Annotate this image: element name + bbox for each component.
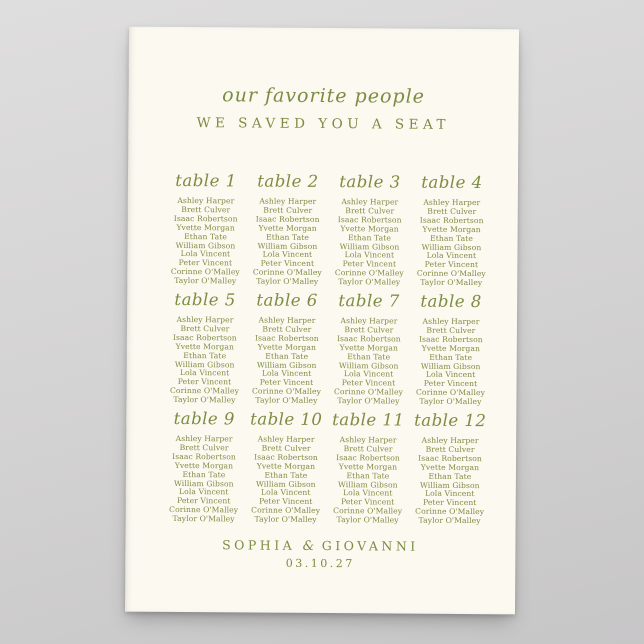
guest-name: William Gibson bbox=[174, 359, 235, 369]
guest-name: Taylor O'Malley bbox=[256, 276, 319, 287]
guest-name: Ethan Tate bbox=[266, 232, 310, 242]
guest-list bbox=[327, 436, 410, 526]
guest-name: Peter Vincent bbox=[342, 259, 397, 269]
guest-name: Ethan Tate bbox=[183, 350, 227, 360]
table-group bbox=[163, 409, 246, 525]
guest-list bbox=[327, 317, 410, 407]
guest-name: Peter Vincent bbox=[178, 258, 233, 268]
guest-name: Taylor O'Malley bbox=[254, 514, 317, 525]
guest-name: Corinne O'Malley bbox=[333, 506, 403, 516]
guest-name: Brett Culver bbox=[179, 442, 229, 453]
guest-name: Corinne O'Malley bbox=[252, 267, 322, 278]
table-group bbox=[410, 173, 493, 289]
table-group bbox=[245, 290, 328, 406]
event-date: 03.10.27 bbox=[285, 556, 355, 571]
seating-chart-poster bbox=[125, 27, 519, 615]
table-label: table 8 bbox=[420, 291, 482, 312]
guest-name: Ashley Harper bbox=[341, 197, 399, 207]
guest-name: Corinne O'Malley bbox=[251, 386, 322, 397]
guest-name: Brett Culver bbox=[263, 205, 313, 215]
guest-name: Isaac Robertson bbox=[337, 214, 402, 225]
guest-name: Yvette Morgan bbox=[338, 461, 398, 472]
tagline-script: our favorite people bbox=[222, 84, 426, 108]
guest-name: Ethan Tate bbox=[348, 232, 392, 243]
guest-name: Ashley Harper bbox=[423, 197, 481, 208]
guest-name: Ethan Tate bbox=[182, 469, 226, 479]
guest-name: Peter Vincent bbox=[341, 378, 396, 388]
guest-name: Isaac Robertson bbox=[418, 334, 483, 344]
guest-name: Ethan Tate bbox=[430, 233, 474, 243]
guest-name: Taylor O'Malley bbox=[336, 515, 399, 525]
guest-name: Peter Vincent bbox=[260, 258, 315, 269]
guest-name: Taylor O'Malley bbox=[337, 396, 400, 406]
guest-name: Taylor O'Malley bbox=[172, 514, 235, 524]
guest-name: Yvette Morgan bbox=[422, 224, 481, 234]
couple-names bbox=[222, 537, 419, 555]
guest-name: Yvette Morgan bbox=[174, 460, 234, 471]
guest-name: Ashley Harper bbox=[339, 435, 397, 445]
guest-name: Corinne O'Malley bbox=[251, 505, 321, 516]
guest-name: Lola Vincent bbox=[261, 369, 312, 379]
guest-list bbox=[409, 437, 492, 527]
guest-name: Brett Culver bbox=[180, 323, 230, 334]
guest-name: Ashley Harper bbox=[175, 433, 233, 444]
guest-name: William Gibson bbox=[419, 480, 480, 490]
guest-name: Isaac Robertson bbox=[254, 333, 319, 343]
guest-name: Yvette Morgan bbox=[257, 342, 317, 352]
table-group bbox=[409, 292, 492, 408]
guest-name: Ethan Tate bbox=[429, 352, 473, 362]
table-group bbox=[327, 291, 410, 407]
guest-name: Corinne O'Malley bbox=[415, 506, 485, 517]
guest-name: Isaac Robertson bbox=[418, 453, 482, 463]
guest-name: Isaac Robertson bbox=[336, 333, 401, 344]
table-label: table 1 bbox=[175, 170, 237, 191]
guest-name: Lola Vincent bbox=[425, 370, 476, 380]
guest-name: Ashley Harper bbox=[258, 315, 316, 325]
guest-list bbox=[163, 316, 246, 406]
guest-name: Corinne O'Malley bbox=[169, 505, 239, 515]
guest-name: Peter Vincent bbox=[340, 497, 395, 507]
guest-list bbox=[246, 197, 329, 287]
guest-name: Corinne O'Malley bbox=[170, 267, 240, 277]
guest-name: Yvette Morgan bbox=[256, 461, 316, 471]
guest-name: Isaac Robertson bbox=[254, 452, 318, 462]
guest-name: Ashley Harper bbox=[259, 196, 317, 206]
guest-name: Isaac Robertson bbox=[255, 214, 320, 224]
guest-name: Isaac Robertson bbox=[172, 332, 237, 343]
guest-name: Taylor O'Malley bbox=[338, 277, 401, 287]
table-label: table 5 bbox=[174, 289, 236, 310]
guest-name: Lola Vincent bbox=[262, 250, 313, 260]
guest-name: Yvette Morgan bbox=[420, 462, 480, 472]
guest-name: Yvette Morgan bbox=[175, 341, 235, 352]
guest-name: Peter Vincent bbox=[424, 260, 479, 270]
groom-name: GIOVANNI bbox=[321, 538, 419, 554]
guest-name: Brett Culver bbox=[261, 443, 311, 453]
guest-name: Corinne O'Malley bbox=[334, 268, 404, 278]
guest-name: Lola Vincent bbox=[180, 249, 231, 259]
guest-list bbox=[164, 197, 247, 287]
guest-name: William Gibson bbox=[175, 240, 236, 250]
guest-list bbox=[410, 199, 493, 289]
guest-name: Lola Vincent bbox=[178, 487, 229, 497]
table-group bbox=[245, 409, 328, 525]
guest-name: Lola Vincent bbox=[424, 489, 475, 499]
table-label: table 7 bbox=[338, 291, 400, 311]
guest-name: Lola Vincent bbox=[342, 488, 393, 498]
guest-name: Lola Vincent bbox=[343, 369, 394, 379]
guest-name: Peter Vincent bbox=[176, 496, 231, 506]
table-label: table 11 bbox=[332, 410, 405, 430]
table-group bbox=[328, 172, 411, 288]
guest-name: William Gibson bbox=[256, 360, 317, 370]
bride-name: SOPHIA bbox=[222, 537, 296, 553]
guest-name: Ashley Harper bbox=[421, 435, 479, 446]
guest-name: Brett Culver bbox=[343, 444, 393, 454]
tables-grid bbox=[163, 171, 493, 526]
guest-name: Ashley Harper bbox=[257, 434, 315, 444]
headline: WE SAVED YOU A SEAT bbox=[196, 115, 451, 133]
table-label: table 12 bbox=[414, 410, 487, 431]
guest-name: Isaac Robertson bbox=[173, 213, 238, 224]
guest-name: Lola Vincent bbox=[179, 368, 230, 378]
guest-name: Ethan Tate bbox=[346, 470, 390, 481]
guest-name: Taylor O'Malley bbox=[173, 395, 236, 405]
guest-name: Corinne O'Malley bbox=[415, 387, 486, 398]
guest-name: Lola Vincent bbox=[426, 251, 477, 261]
guest-name: Corinne O'Malley bbox=[333, 387, 404, 397]
table-label: table 3 bbox=[339, 172, 401, 192]
guest-name: Brett Culver bbox=[345, 206, 395, 216]
table-label: table 9 bbox=[173, 408, 236, 429]
guest-name: Lola Vincent bbox=[260, 488, 311, 498]
table-label: table 4 bbox=[421, 172, 483, 193]
guest-name: Taylor O'Malley bbox=[174, 276, 237, 286]
guest-name: Taylor O'Malley bbox=[420, 277, 483, 288]
guest-name: Ashley Harper bbox=[176, 314, 234, 325]
guest-name: William Gibson bbox=[337, 479, 398, 490]
guest-list bbox=[245, 316, 328, 406]
guest-name: Taylor O'Malley bbox=[419, 396, 482, 407]
guest-name: William Gibson bbox=[174, 478, 234, 488]
guest-list bbox=[245, 435, 328, 525]
guest-name: Ashley Harper bbox=[422, 316, 480, 327]
guest-name: Peter Vincent bbox=[177, 377, 232, 387]
guest-name: Peter Vincent bbox=[423, 379, 478, 389]
guest-name: Isaac Robertson bbox=[419, 215, 484, 225]
guest-name: William Gibson bbox=[257, 241, 318, 251]
guest-name: William Gibson bbox=[421, 242, 482, 252]
table-group bbox=[246, 171, 329, 287]
ampersand: & bbox=[302, 538, 315, 554]
guest-name: Lola Vincent bbox=[344, 250, 395, 260]
guest-name: Peter Vincent bbox=[422, 498, 477, 508]
guest-name: Ethan Tate bbox=[264, 470, 308, 480]
guest-list bbox=[163, 435, 246, 525]
table-group bbox=[163, 290, 246, 406]
table-group bbox=[409, 411, 492, 527]
guest-name: Brett Culver bbox=[426, 325, 476, 335]
guest-name: Taylor O'Malley bbox=[418, 515, 481, 526]
guest-name: Isaac Robertson bbox=[336, 452, 400, 463]
table-label: table 10 bbox=[250, 409, 323, 430]
guest-name: Taylor O'Malley bbox=[255, 395, 318, 406]
guest-name: Corinne O'Malley bbox=[416, 268, 486, 279]
guest-name: Isaac Robertson bbox=[172, 451, 236, 462]
table-group bbox=[164, 171, 247, 287]
guest-name: Ethan Tate bbox=[347, 351, 391, 362]
guest-name: Brett Culver bbox=[425, 444, 475, 454]
guest-list bbox=[409, 318, 492, 408]
guest-name: William Gibson bbox=[420, 361, 481, 371]
guest-name: Ethan Tate bbox=[428, 471, 472, 481]
table-group bbox=[327, 410, 410, 526]
guest-name: Peter Vincent bbox=[259, 377, 314, 388]
guest-name: Brett Culver bbox=[427, 206, 477, 216]
guest-name: Corinne O'Malley bbox=[169, 386, 240, 396]
guest-name: Brett Culver bbox=[262, 324, 312, 334]
table-label: table 2 bbox=[257, 171, 319, 191]
guest-name: Yvette Morgan bbox=[339, 342, 399, 353]
guest-name: Ethan Tate bbox=[184, 231, 228, 241]
guest-name: Yvette Morgan bbox=[421, 343, 481, 353]
guest-name: Brett Culver bbox=[181, 204, 231, 215]
guest-name: Ethan Tate bbox=[265, 351, 309, 361]
guest-name: Peter Vincent bbox=[258, 496, 313, 507]
guest-name: Brett Culver bbox=[344, 325, 394, 335]
guest-name: William Gibson bbox=[339, 241, 400, 252]
guest-name: William Gibson bbox=[256, 479, 316, 489]
guest-name: Ashley Harper bbox=[340, 316, 398, 326]
guest-name: Yvette Morgan bbox=[176, 222, 235, 233]
guest-list bbox=[328, 198, 411, 288]
table-label: table 6 bbox=[256, 290, 318, 310]
guest-name: William Gibson bbox=[338, 360, 399, 371]
guest-name: Ashley Harper bbox=[177, 195, 235, 206]
guest-name: Yvette Morgan bbox=[340, 223, 399, 234]
guest-name: Yvette Morgan bbox=[258, 223, 317, 233]
